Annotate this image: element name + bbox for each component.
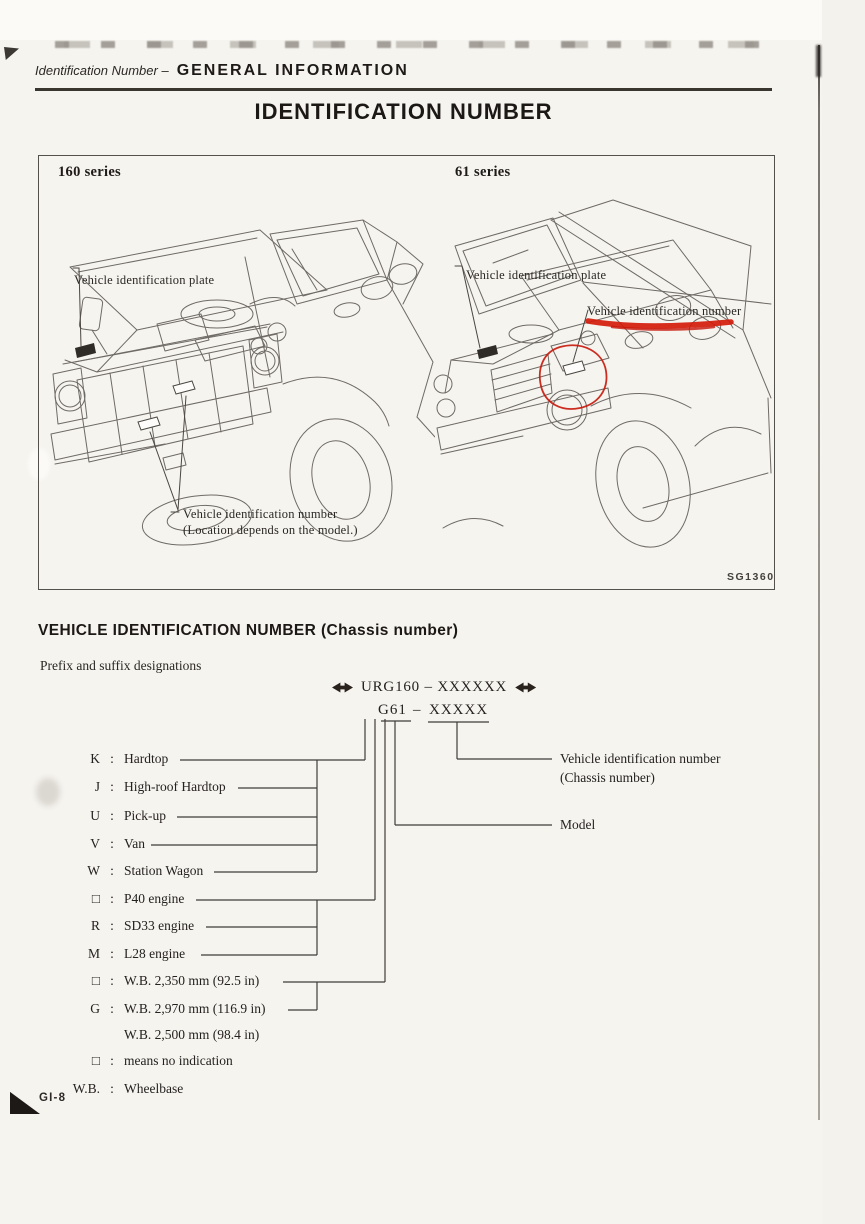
designation-colon: : bbox=[110, 836, 114, 851]
designation-label: means no indication bbox=[124, 1053, 233, 1068]
label-right-plate: Vehicle identification plate bbox=[466, 268, 607, 282]
section-heading-paren: (Chassis number) bbox=[320, 622, 459, 639]
page-right-margin bbox=[822, 0, 865, 1224]
leader-lines-160 bbox=[73, 268, 186, 512]
designation-label: P40 engine bbox=[124, 891, 185, 906]
vehicle-outline-61 bbox=[434, 200, 771, 557]
callout-vin-line2: (Chassis number) bbox=[560, 770, 655, 785]
designation-colon: : bbox=[110, 808, 114, 823]
designation-row-continuation bbox=[56, 1026, 259, 1043]
designation-code: K bbox=[90, 751, 100, 766]
designation-row bbox=[56, 750, 168, 767]
header-rule bbox=[35, 88, 772, 91]
designation-label: W.B. 2,970 mm (116.9 in) bbox=[124, 1001, 266, 1016]
designation-label: Hardtop bbox=[124, 751, 169, 766]
designation-row bbox=[56, 778, 226, 795]
section-heading-main: VEHICLE IDENTIFICATION NUMBER bbox=[38, 622, 317, 639]
designation-colon: : bbox=[110, 863, 114, 878]
bowtie-marker-right-icon bbox=[515, 682, 536, 693]
designation-code: W.B. bbox=[72, 1081, 100, 1096]
designation-row bbox=[56, 862, 203, 879]
designation-label: SD33 engine bbox=[124, 918, 195, 933]
section-intro: Prefix and suffix designations bbox=[40, 658, 202, 673]
page-number: GI-8 bbox=[39, 1092, 67, 1104]
designation-label: L28 engine bbox=[124, 946, 186, 961]
vin-model-dash: – bbox=[413, 702, 422, 718]
callout-vin-line1: Vehicle identification number bbox=[560, 751, 721, 766]
page-top-margin bbox=[0, 0, 865, 40]
designation-code: W bbox=[87, 863, 100, 878]
header-section-name: Identification Number – bbox=[35, 63, 169, 78]
series-label-61: 61 series bbox=[455, 164, 511, 180]
callout-model: Model bbox=[560, 817, 596, 832]
designation-colon: : bbox=[110, 779, 114, 794]
designation-code: G bbox=[90, 1001, 100, 1016]
designation-label: High-roof Hardtop bbox=[124, 779, 226, 794]
vin-location-marker-61 bbox=[563, 361, 585, 375]
designation-code: □ bbox=[91, 1053, 100, 1068]
designation-colon: : bbox=[110, 1053, 114, 1068]
designation-code: V bbox=[90, 836, 100, 851]
id-plate-mark-160 bbox=[75, 343, 96, 358]
designation-colon: : bbox=[110, 918, 114, 933]
designation-label: Wheelbase bbox=[124, 1081, 184, 1096]
page-title: IDENTIFICATION NUMBER bbox=[254, 99, 553, 124]
label-left-plate: Vehicle identification plate bbox=[74, 273, 215, 287]
callout-vin bbox=[560, 749, 720, 787]
designation-code: J bbox=[94, 779, 100, 794]
label-left-number-line1: Vehicle identification number bbox=[183, 507, 338, 521]
vin-serial-mask: XXXXX bbox=[429, 702, 489, 718]
designation-label: Pick-up bbox=[124, 808, 166, 823]
designation-colon: : bbox=[110, 946, 114, 961]
series-label-160: 160 series bbox=[58, 164, 121, 180]
vin-prefix-row bbox=[332, 679, 536, 696]
figure-code: SG1360 bbox=[727, 571, 775, 583]
vehicle-outline-160 bbox=[51, 220, 435, 553]
page-header bbox=[35, 62, 772, 80]
header-chapter-name: GENERAL INFORMATION bbox=[176, 62, 409, 79]
designation-row bbox=[56, 945, 185, 962]
designation-code: R bbox=[90, 918, 100, 933]
designation-code: □ bbox=[91, 891, 100, 906]
section-heading bbox=[38, 622, 458, 640]
designation-label: W.B. 2,500 mm (98.4 in) bbox=[124, 1027, 260, 1042]
designation-colon: : bbox=[110, 751, 114, 766]
bowtie-marker-left-icon bbox=[332, 682, 353, 693]
designation-code: U bbox=[90, 808, 100, 823]
illustration-61-series bbox=[433, 188, 773, 563]
label-right-number: Vehicle identification number bbox=[587, 304, 742, 318]
designation-colon: : bbox=[110, 1001, 114, 1016]
designation-row bbox=[56, 890, 184, 907]
designation-colon: : bbox=[110, 891, 114, 906]
designation-code: M bbox=[87, 946, 100, 961]
designation-row bbox=[56, 807, 166, 824]
label-left-number-line2: (Location depends on the model.) bbox=[183, 523, 358, 537]
designation-label: Van bbox=[124, 836, 145, 851]
vin-prefix-code: URG160 – XXXXXX bbox=[361, 679, 508, 695]
designation-label: Station Wagon bbox=[124, 863, 204, 878]
designation-row bbox=[56, 1052, 233, 1069]
designation-row bbox=[56, 972, 259, 989]
designation-code: □ bbox=[91, 973, 100, 988]
designation-row bbox=[56, 917, 194, 934]
page-edge-shadow bbox=[816, 45, 821, 77]
vin-model-code: G61 bbox=[378, 702, 407, 718]
page-edge-line bbox=[818, 45, 820, 1120]
scan-smudges bbox=[55, 41, 767, 48]
designation-label: W.B. 2,350 mm (92.5 in) bbox=[124, 973, 260, 988]
designation-colon: : bbox=[110, 1081, 114, 1096]
designation-colon: : bbox=[110, 973, 114, 988]
designation-row bbox=[56, 835, 145, 852]
designation-row bbox=[56, 1080, 183, 1097]
corner-wedge-artifact bbox=[10, 1091, 40, 1114]
designation-row bbox=[56, 1000, 266, 1017]
corner-artifact bbox=[4, 47, 19, 60]
